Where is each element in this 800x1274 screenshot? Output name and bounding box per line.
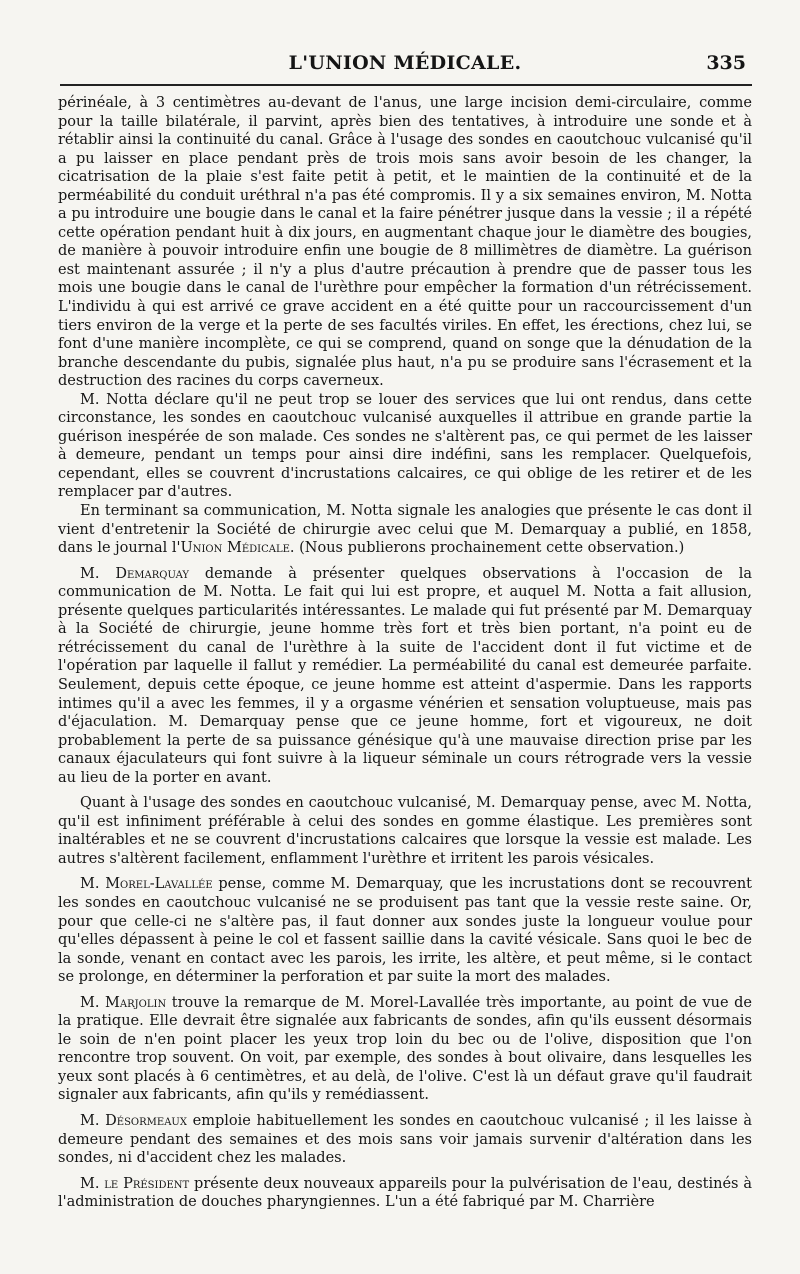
paragraph-8	[58, 1112, 752, 1168]
paragraph-text: trouve la remarque de M. Morel-Lavallée très importante, au point de vue de la pratique. Elle devrait être signalée aux fabricants de sondes, afin qu'ils eussent désormais le soin de n'en point placer les yeux trop loin du bec ou de l'olive, disposition que l'on rencontre trop souvent. On voit, par exemple, des sondes à bout olivaire, dans lesquelles les yeux sont placés à 6 centimètres, et au delà, de l'olive. C'est là un défaut grave qu'il faudrait signaler aux fabricants, afin qu'ils y remédiassent.	[58, 994, 752, 1104]
speaker-name: M. le Président	[80, 1175, 190, 1192]
speaker-name: M. Marjolin	[80, 994, 167, 1011]
header-rule	[60, 84, 752, 86]
running-title: L'UNION MÉDICALE.	[288, 52, 522, 74]
speaker-name: M. Désormeaux	[80, 1112, 187, 1129]
page-number: 335	[706, 52, 746, 74]
page-header	[58, 48, 752, 88]
speaker-name: M. Morel-Lavallée	[80, 876, 213, 893]
paragraph-text: emploie habituellement les sondes en caoutchouc vulcanisé ; il les laisse à demeure pendant des semaines et des mois sans voir jamais survenir d'altération dans les sondes, ni d'accident chez les malades.	[58, 1112, 752, 1167]
paragraph-text: pense, comme M. Demarquay, que les incrustations dont se recouvrent les sondes en caoutchouc vulcanisé ne se produisent pas tant que la vessie reste saine. Or, pour que celle-ci ne s'altère pas, il faut donner aux sondes juste la longueur voulue pour qu'elles dépassent à peine le col et fassent saillie dans la cavité vésicale. Sans quoi le bec de la sonde, venant en contact avec les parois, les irrite, les altère, et peut même, si le contact se prolonge, en déterminer la perforation et par suite la mort des malades.	[58, 876, 753, 986]
paragraph-9	[58, 1175, 752, 1212]
paragraph-text: . (Nous publierons prochainement cette observation.)	[289, 540, 685, 557]
paragraph-text: Quant à l'usage des sondes en caoutchouc vulcanisé, M. Demarquay pense, avec M. Notta, qu'il est infiniment préférable à celui des sondes en gomme élastique. Les premières sont inaltérables et ne se couvrent d'incrustations calcaires que lorsque la vessie est malade. Les autres s'altèrent facilement, enflamment l'urèthre et irritent les parois vésicales.	[58, 795, 752, 867]
paragraph-2	[58, 391, 752, 502]
journal-name: Union Médicale	[180, 540, 290, 557]
paragraph-3	[58, 502, 752, 558]
paragraph-text: demande à présenter quelques observations à l'occasion de la communication de M. Notta. Le fait qui lui est propre, et auquel M. Notta a fait allusion, présente quelques particularités intéressantes. Le malade qui fut présenté par M. Demarquay à la Société de chirurgie, jeune homme très fort et très bien portant, n'a point eu de rétrécissement du canal de l'urèthre à la suite de l'accident dont il fut victime et de l'opération par laquelle il fallut y remédier. La perméabilité du canal est demeurée parfaite. Seulement, depuis cette époque, ce jeune homme est atteint d'aspermie. Dans les rapports intimes qu'il a avec les femmes, il y a orgasme vénérien et sensation voluptueuse, mais pas d'éjaculation. M. Demarquay pense que ce jeune homme, fort et vigoureux, ne doit probablement la perte de sa puissance génésique qu'à une mauvaise direction prise par les canaux éjaculateurs qui font suivre à la liqueur séminale un cours rétrograde vers la vessie au lieu de la porter en avant.	[58, 565, 753, 786]
paragraph-1	[58, 94, 752, 391]
paragraph-text: périnéale, à 3 centimètres au-devant de l'anus, une large incision demi-circulaire, comme pour la taille bilatérale, il parvint, après bien des tentatives, à introduire une sonde et à rétablir ainsi la continuité du canal. Grâce à l'usage des sondes en caoutchouc vulcanisé qu'il a pu laisser en place pendant près de trois mois sans avoir besoin de les changer, la cicatrisation de la plaie s'est faite petit à petit, et le maintien de la continuité et de la perméabilité du conduit uréthral n'a pas été compromis. Il y a six semaines environ, M. Notta a pu introduire une bougie dans le canal et la faire pénétrer jusque dans la vessie ; il a répété cette opération pendant huit à dix jours, en augmentant chaque jour le diamètre des bougies, de manière à pouvoir introduire enfin une bougie de 8 millimètres de diamètre. La guérison est maintenant assurée ; il n'y a plus d'autre précaution à prendre que de passer tous les mois une bougie dans le canal de l'urèthre pour empêcher la formation d'un rétrécissement. L'individu à qui est arrivé ce grave accident en a été quitte pour un raccourcissement d'un tiers environ de la verge et la perte de ses facultés viriles. En effet, les érections, chez lui, se font d'une manière incomplète, ce qui se comprend, quand on songe que la dénudation de la branche descendante du pubis, signalée plus haut, n'a pu se produire sans l'écrasement et la destruction des racines du corps caverneux.	[58, 95, 752, 390]
paragraph-text: présente deux nouveaux appareils pour la pulvérisation de l'eau, destinés à l'administration de douches pharyngiennes. L'un a été fabriqué par M. Charrière	[58, 1175, 752, 1211]
paragraph-4	[58, 565, 752, 788]
paragraph-7	[58, 994, 752, 1105]
article-body	[58, 94, 752, 1212]
paragraph-text: En terminant sa communication, M. Notta signale les analogies que présente le cas dont il vient d'entretenir la Société de chirurgie avec celui que M. Demarquay a publié, en 1858, dans le journal l'	[58, 503, 752, 557]
paragraph-6	[58, 875, 752, 986]
paragraph-5	[58, 794, 752, 868]
paragraph-text: M. Notta déclare qu'il ne peut trop se louer des services que lui ont rendus, dans cette circonstance, les sondes en caoutchouc vulcanisé auxquelles il attribue en grande partie la guérison inespérée de son malade. Ces sondes ne s'altèrent pas, ce qui permet de les laisser à demeure, pendant un temps pour ainsi dire indéfini, sans les remplacer. Quelquefois, cependant, elles se couvrent d'incrustations calcaires, ce qui oblige de les retirer et de les remplacer par d'autres.	[58, 391, 752, 501]
speaker-name: M. Demarquay	[80, 565, 189, 582]
